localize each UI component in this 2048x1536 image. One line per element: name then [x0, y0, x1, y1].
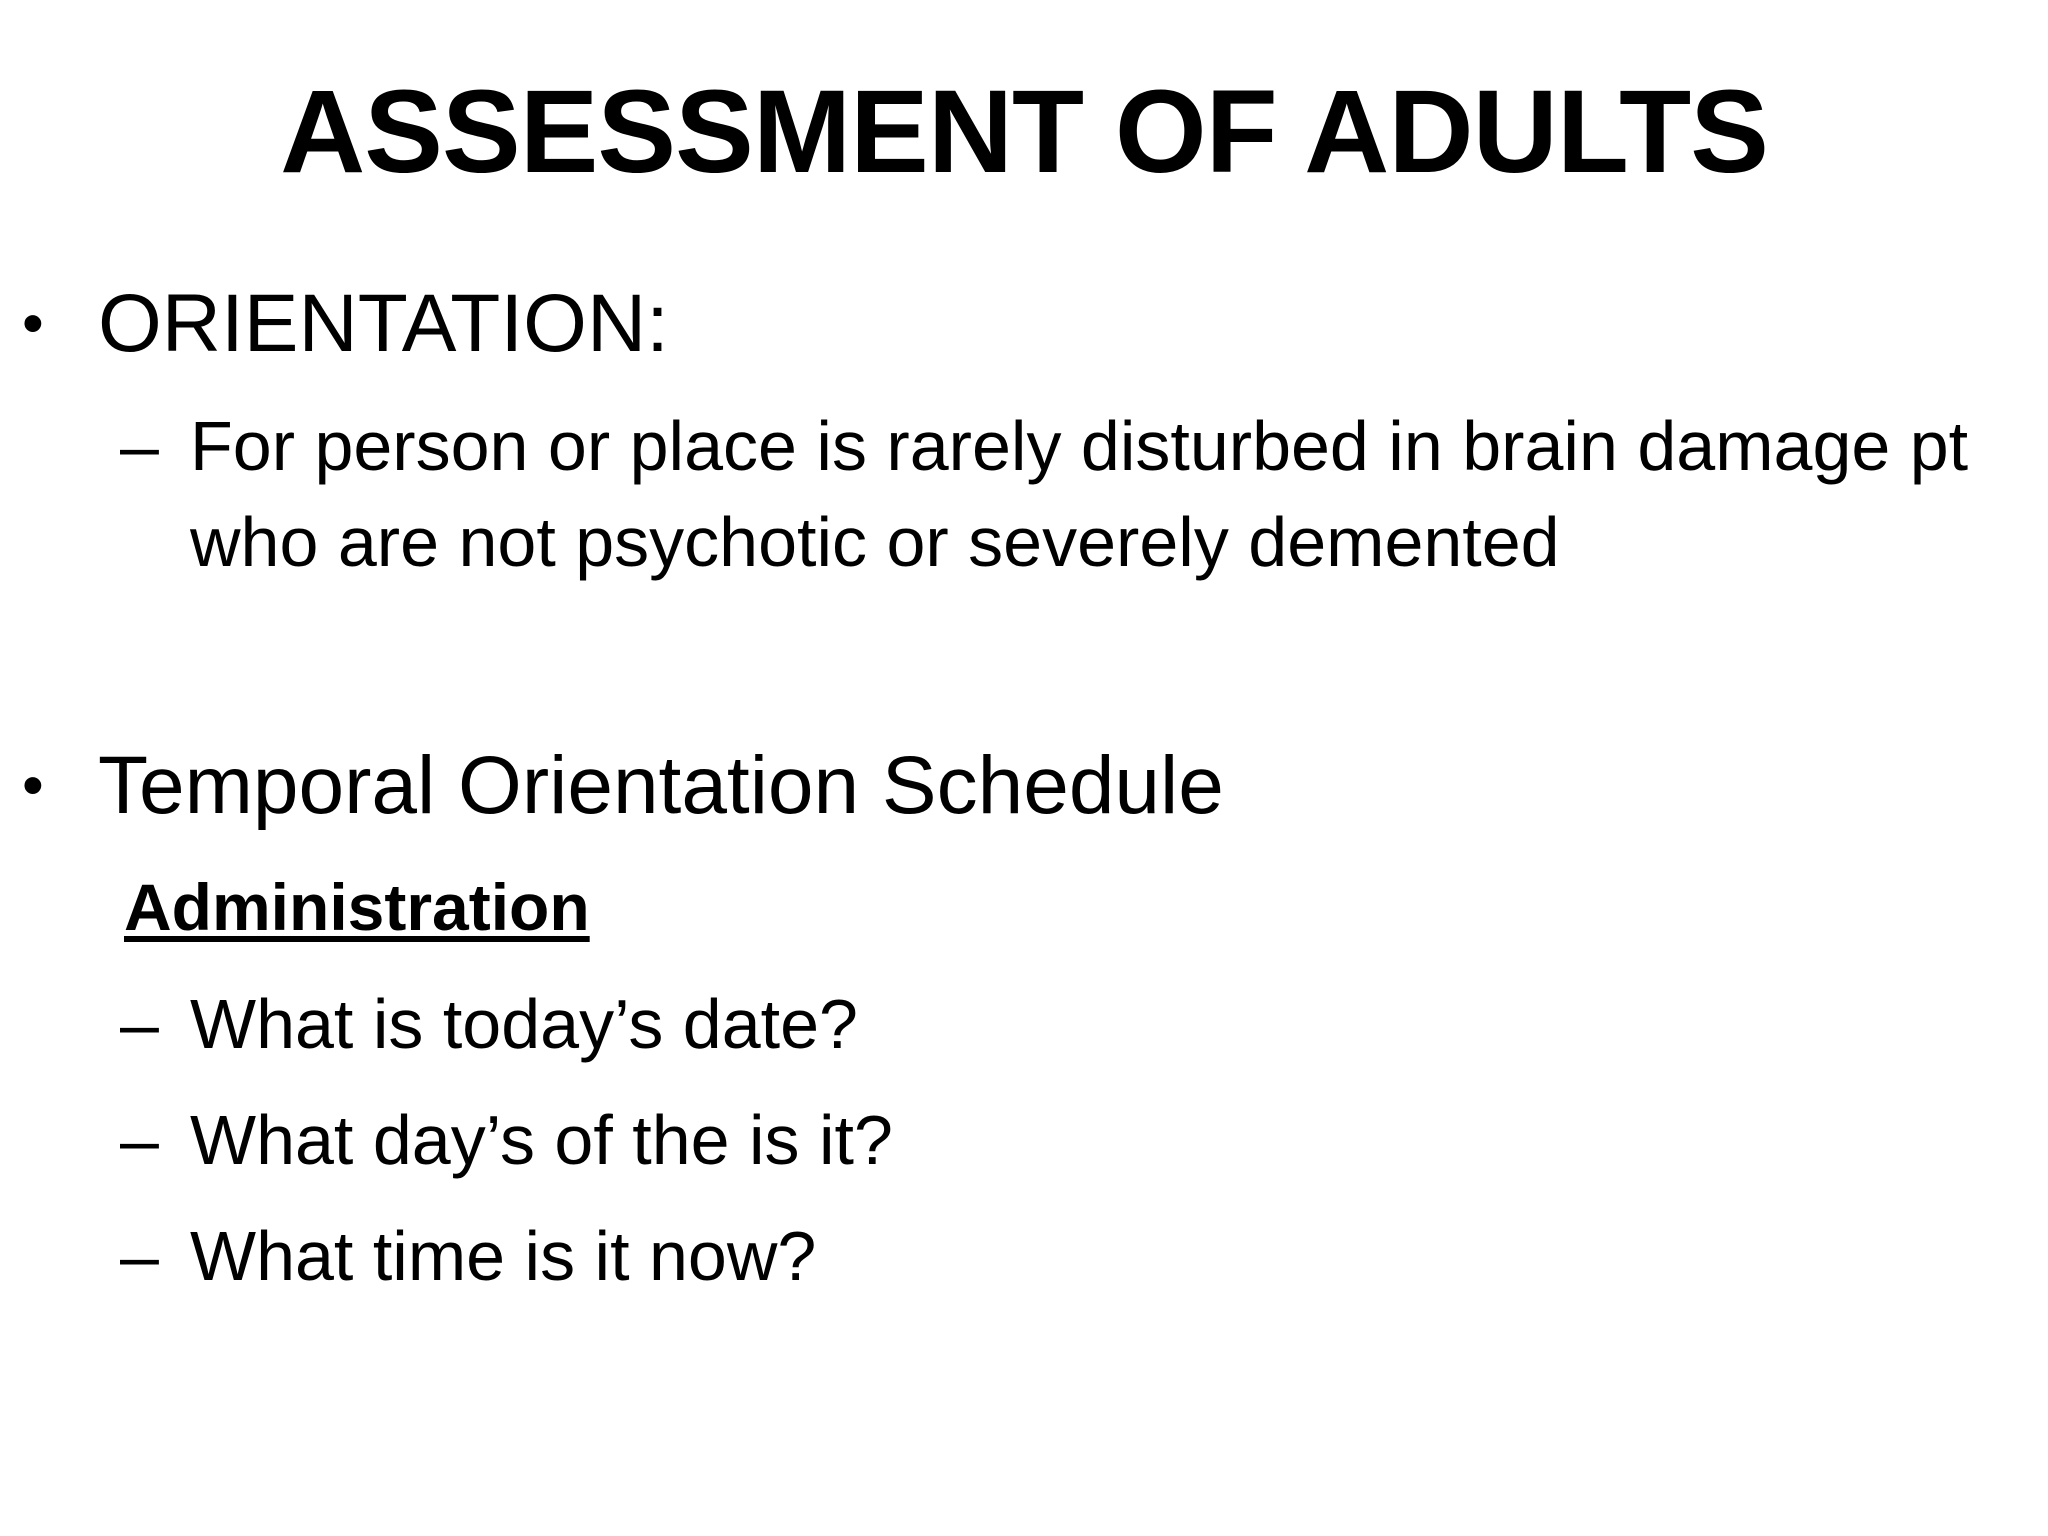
sub-text: What day’s of the is it? [190, 1101, 893, 1179]
sub-dash: – [120, 407, 159, 485]
sub-dash: – [120, 985, 159, 1063]
sub-dash: – [120, 1101, 159, 1179]
bullet-dot: • [22, 751, 44, 820]
sub-text: What time is it now? [190, 1217, 817, 1295]
bullet-label: ORIENTATION: [98, 278, 669, 369]
sub-dash: – [120, 1217, 159, 1295]
bullet-dot: • [22, 289, 44, 358]
sub-text: What is today’s date? [190, 985, 858, 1063]
bullet-label: Temporal Orientation Schedule [98, 740, 1224, 831]
sub-text: For person or place is rarely disturbed in brain damage pt who are not psychotic or severely demented [190, 407, 1969, 581]
section-heading-administration: Administration [124, 870, 590, 944]
slide-title: ASSESSMENT OF ADULTS [280, 66, 1768, 198]
